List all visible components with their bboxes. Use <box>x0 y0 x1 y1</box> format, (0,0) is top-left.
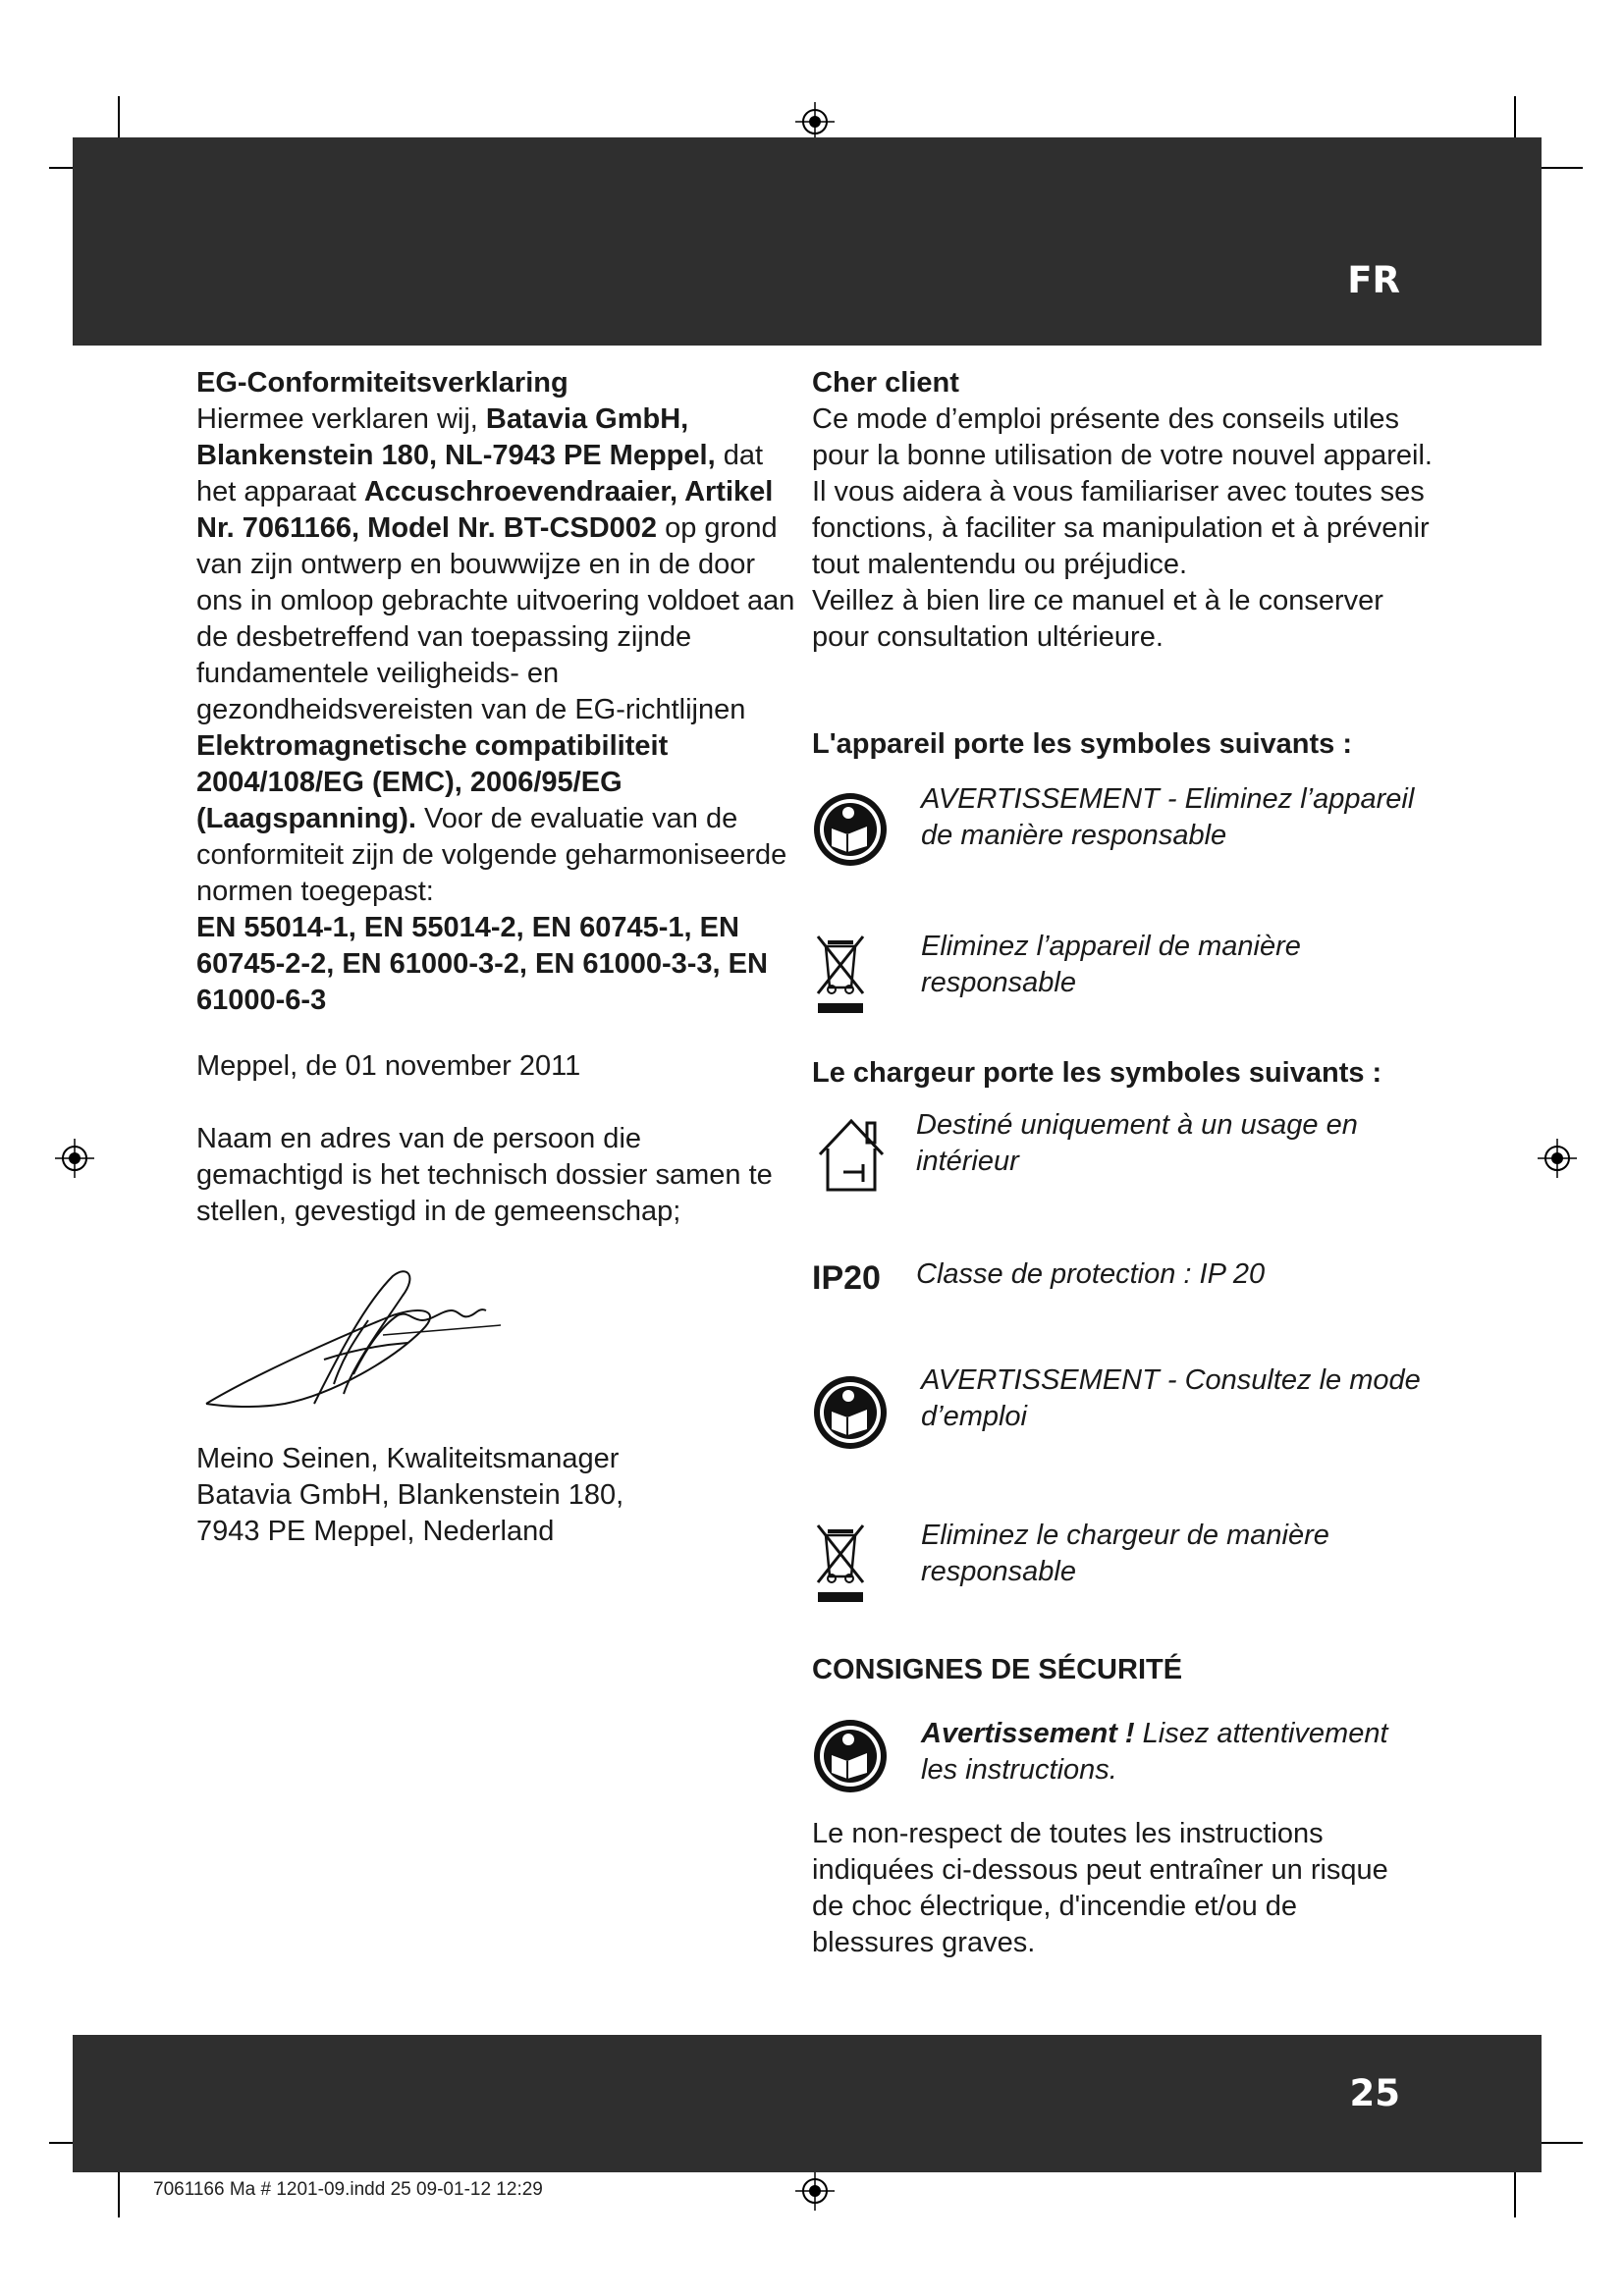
dear-title: Cher client <box>812 367 959 399</box>
symbol-row <box>812 1716 1440 1804</box>
symbol-description: Eliminez le chargeur de manière responsable <box>921 1520 1329 1587</box>
header-band <box>73 137 1542 346</box>
symbol-description: AVERTISSEMENT - Eliminez l’appareil de manière responsable <box>921 783 1415 851</box>
read-manual-icon <box>812 791 889 868</box>
safety-title: CONSIGNES DE SÉCURITÉ <box>812 1654 1183 1685</box>
dear-text-2: Veillez à bien lire ce manuel et à le conserver pour consultation ultérieure. <box>812 585 1383 653</box>
symbol-description: Destiné uniquement à un usage en intérieur <box>916 1109 1358 1177</box>
place-date: Meppel, de 01 november 2011 <box>196 1050 581 1082</box>
page-number: 25 <box>1349 2072 1400 2114</box>
symbol-row <box>812 781 1440 870</box>
symbol-row <box>812 1107 1440 1196</box>
symbol-description: Eliminez l’appareil de manière responsable <box>921 931 1301 998</box>
crop-mark <box>1514 2164 1516 2217</box>
authorized-person-text: Naam en adres van de persoon die gemachtigd is het technisch dossier samen te stellen, gevestigd in de gemeenschap; <box>196 1123 773 1227</box>
symbol-description: AVERTISSEMENT - Consultez le mode d’emploi <box>921 1364 1421 1432</box>
weee-bin-icon <box>814 931 869 1015</box>
warning-text: Avertissement ! Lisez attentivement les instructions. <box>921 1718 1388 1786</box>
declaration-title: EG-Conformiteitsverklaring <box>196 367 568 399</box>
symbol-row <box>812 1256 1440 1306</box>
registration-mark-icon <box>795 2171 835 2211</box>
symbol-row <box>812 1362 1440 1451</box>
signer-name: Meino Seinen, Kwaliteitsmanager Batavia GmbH, Blankenstein 180, 7943 PE Meppel, Nederland <box>196 1443 624 1547</box>
registration-mark-icon <box>1538 1139 1577 1178</box>
weee-bin-icon <box>814 1520 869 1604</box>
safety-text: Le non-respect de toutes les instructions indiquées ci-dessous peut entraîner un risque de choc électrique, d'incendie et/ou de blessures graves. <box>812 1818 1388 1958</box>
declaration-text: Hiermee verklaren wij, Batavia GmbH, Blankenstein 180, NL-7943 PE Meppel, dat het apparaat Accuschroevendraaier, Artikel Nr. 7061166, Model Nr. BT-CSD002 op grond van zijn ontwerp en bouwwijze en in de door ons in omloop gebrachte uitvoering voldoet aan de desbetreffend van toepassing zijnde fundamentele veiligheids- en gezondheidsvereisten van de EG-richtlijnen Elektromagnetische compatibiliteit 2004/108/EG (EMC), 2006/95/EG (Laagspanning). Voor de evaluatie van de conformiteit zijn de volgende geharmoniseerde normen toegepast: <box>196 403 795 907</box>
read-manual-icon <box>812 1718 889 1794</box>
crop-mark <box>118 2164 120 2217</box>
symbol-row <box>812 929 1440 1017</box>
registration-mark-icon <box>55 1139 94 1178</box>
footer-band <box>73 2035 1542 2172</box>
language-label: FR <box>1347 259 1400 301</box>
norms-list: EN 55014-1, EN 55014-2, EN 60745-1, EN 60745-2-2, EN 61000-3-2, EN 61000-3-3, EN 61000-6-3 <box>196 912 768 1016</box>
read-manual-icon <box>812 1374 889 1451</box>
charger-symbols-title: Le chargeur porte les symboles suivants : <box>812 1057 1382 1089</box>
registration-mark-icon <box>795 102 835 141</box>
symbol-description: Classe de protection : IP 20 <box>916 1258 1266 1290</box>
file-info: 7061166 Ma # 1201-09.indd 25 09-01-12 12:29 <box>153 2179 543 2200</box>
declaration-column <box>196 365 805 1019</box>
signature <box>196 1266 511 1414</box>
indoor-use-icon <box>814 1115 889 1196</box>
symbol-row <box>812 1518 1440 1606</box>
ip-rating-label: IP20 <box>812 1259 881 1297</box>
dear-text: Ce mode d’emploi présente des conseils utiles pour la bonne utilisation de votre nouvel appareil. Il vous aidera à vous familiariser avec toutes ses fonctions, à faciliter sa manipulation et à prévenir tout malentendu ou préjudice. <box>812 403 1433 580</box>
introduction-column <box>812 365 1440 656</box>
device-symbols-title: L'appareil porte les symboles suivants : <box>812 728 1353 760</box>
